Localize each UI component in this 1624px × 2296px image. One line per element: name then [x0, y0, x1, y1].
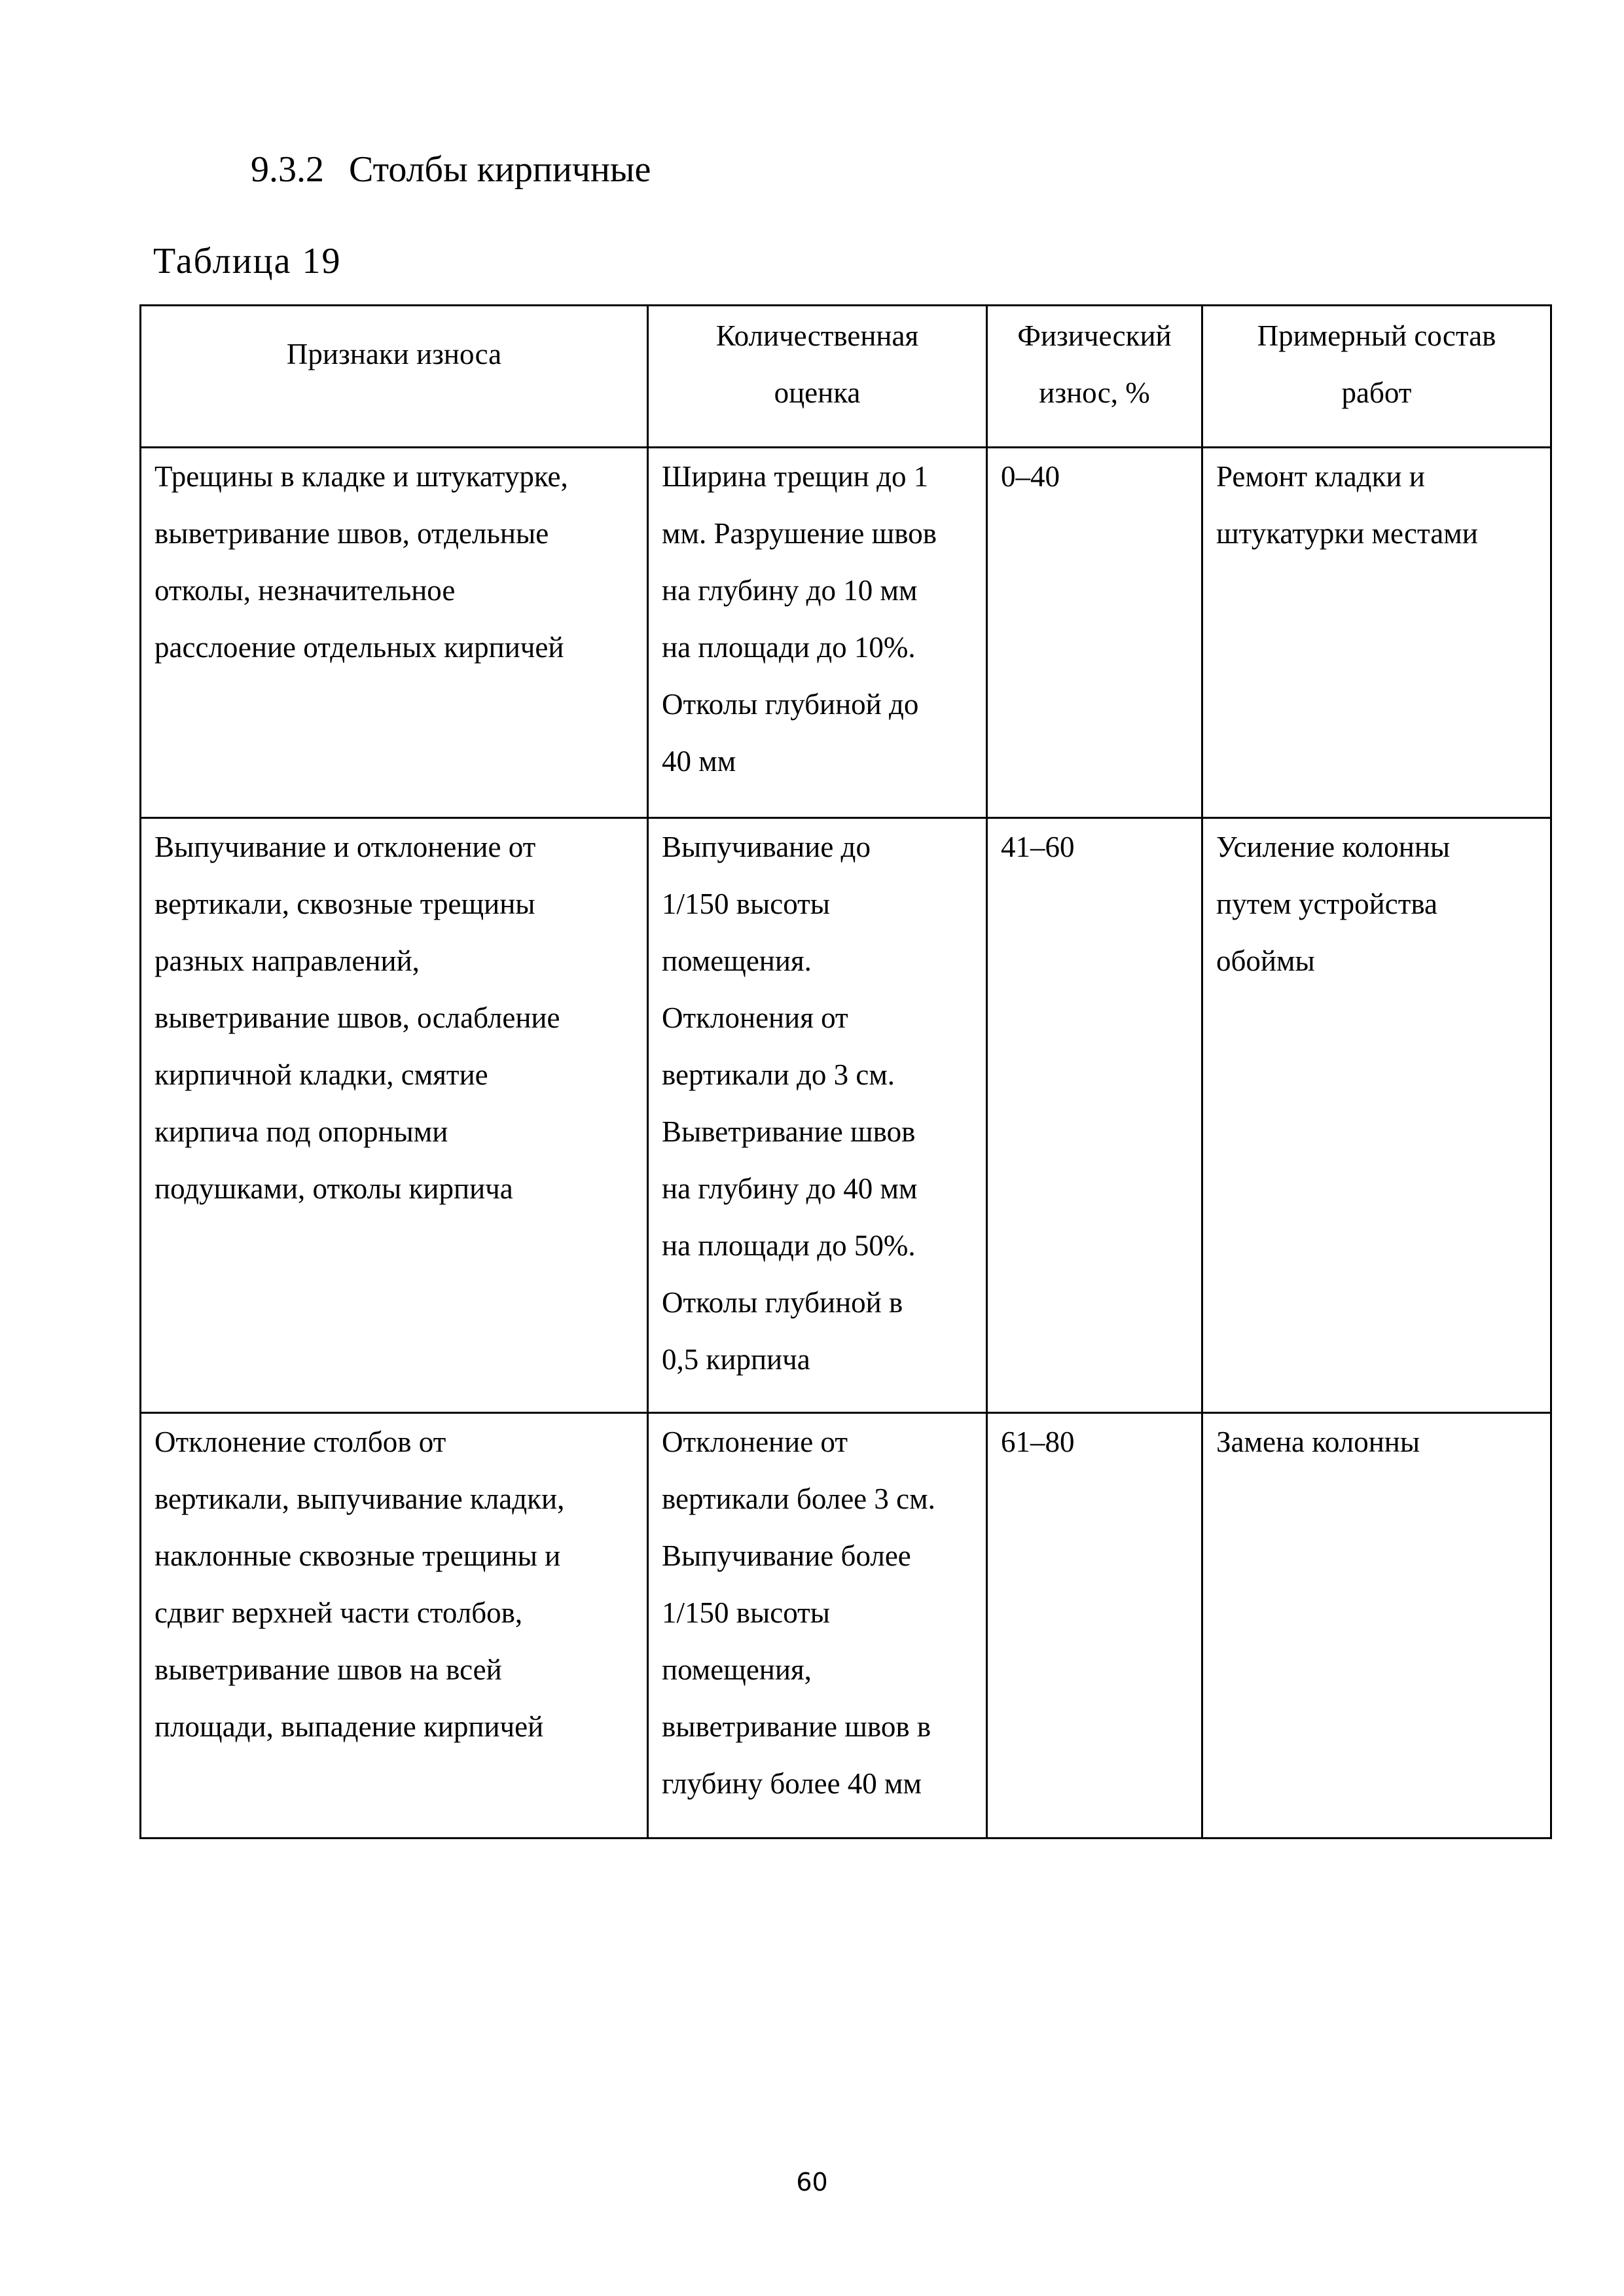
cell-line: глубину более 40 мм	[662, 1767, 922, 1800]
cell-line: помещения.	[662, 944, 812, 977]
cell-line: Выветривание швов	[662, 1115, 916, 1148]
cell-line: Выпучивание до	[662, 831, 871, 863]
cell-line: кирпичной кладки, смятие	[154, 1058, 488, 1091]
cell-line: подушками, отколы кирпича	[154, 1172, 513, 1205]
cell-line: выветривание швов в	[662, 1710, 931, 1743]
section-heading	[251, 148, 651, 192]
table-caption: Таблица 19	[153, 241, 342, 281]
cell-assessment	[648, 818, 987, 1413]
cell-line: Выпучивание и отклонение от	[154, 831, 536, 863]
cell-line: вертикали до 3 см.	[662, 1058, 895, 1091]
cell-line: Выпучивание более	[662, 1539, 911, 1572]
header-line: Физический	[1017, 319, 1172, 352]
cell-signs	[141, 448, 648, 818]
section-number: 9.3.2	[251, 149, 324, 190]
cell-line: 0,5 кирпича	[662, 1343, 810, 1376]
page-number: 60	[796, 2168, 828, 2197]
cell-line: Усиление колонны	[1216, 831, 1451, 863]
header-line: Примерный состав	[1257, 319, 1496, 352]
cell-line: путем устройства	[1216, 888, 1437, 920]
header-wear	[987, 306, 1202, 448]
cell-works	[1202, 448, 1551, 818]
cell-line: 0–40	[1001, 460, 1060, 493]
section-title: Столбы кирпичные	[349, 149, 651, 190]
cell-line: Отколы глубиной в	[662, 1286, 903, 1319]
cell-line: расслоение отдельных кирпичей	[154, 631, 564, 664]
cell-wear	[987, 448, 1202, 818]
cell-line: 40 мм	[662, 745, 736, 778]
cell-wear	[987, 1413, 1202, 1839]
header-line: оценка	[774, 376, 861, 409]
table-row	[141, 448, 1551, 818]
cell-line: Ширина трещин до 1	[662, 460, 929, 493]
cell-line: 1/150 высоты	[662, 888, 831, 920]
cell-line: 61–80	[1001, 1426, 1075, 1458]
header-assessment	[648, 306, 987, 448]
cell-signs	[141, 818, 648, 1413]
cell-assessment	[648, 1413, 987, 1839]
cell-line: обоймы	[1216, 944, 1315, 977]
table-row	[141, 818, 1551, 1413]
cell-line: штукатурки местами	[1216, 517, 1478, 550]
cell-line: помещения,	[662, 1653, 812, 1686]
table-row	[141, 1413, 1551, 1839]
cell-line: Отколы глубиной до	[662, 688, 919, 721]
table-header-row	[141, 306, 1551, 448]
cell-line: сдвиг верхней части столбов,	[154, 1596, 523, 1629]
header-line: работ	[1341, 376, 1412, 409]
cell-line: Отклонения от	[662, 1001, 848, 1034]
cell-line: площади, выпадение кирпичей	[154, 1710, 544, 1743]
cell-line: отколы, незначительное	[154, 574, 456, 607]
cell-line: 1/150 высоты	[662, 1596, 831, 1629]
header-line: Признаки износа	[286, 337, 502, 370]
cell-signs	[141, 1413, 648, 1839]
header-line: износ, %	[1039, 376, 1150, 409]
cell-line: разных направлений,	[154, 944, 420, 977]
cell-line: 41–60	[1001, 831, 1075, 863]
cell-line: на глубину до 40 мм	[662, 1172, 918, 1205]
cell-line: Замена колонны	[1216, 1426, 1420, 1458]
cell-line: кирпича под опорными	[154, 1115, 448, 1148]
cell-line: наклонные сквозные трещины и	[154, 1539, 561, 1572]
cell-line: вертикали, сквозные трещины	[154, 888, 535, 920]
cell-wear	[987, 818, 1202, 1413]
cell-works	[1202, 818, 1551, 1413]
cell-line: Трещины в кладке и штукатурке,	[154, 460, 568, 493]
cell-assessment	[648, 448, 987, 818]
cell-line: на площади до 10%.	[662, 631, 916, 664]
cell-line: на глубину до 10 мм	[662, 574, 918, 607]
cell-line: Отклонение от	[662, 1426, 848, 1458]
cell-line: выветривание швов, ослабление	[154, 1001, 560, 1034]
cell-line: выветривание швов, отдельные	[154, 517, 549, 550]
wear-table	[139, 304, 1552, 1839]
header-line: Количественная	[715, 319, 919, 352]
cell-works	[1202, 1413, 1551, 1839]
cell-line: мм. Разрушение швов	[662, 517, 937, 550]
cell-line: Ремонт кладки и	[1216, 460, 1425, 493]
header-works	[1202, 306, 1551, 448]
cell-line: на площади до 50%.	[662, 1229, 916, 1262]
cell-line: вертикали, выпучивание кладки,	[154, 1482, 565, 1515]
header-signs	[141, 306, 648, 448]
cell-line: Отклонение столбов от	[154, 1426, 446, 1458]
cell-line: вертикали более 3 см.	[662, 1482, 935, 1515]
cell-line: выветривание швов на всей	[154, 1653, 502, 1686]
